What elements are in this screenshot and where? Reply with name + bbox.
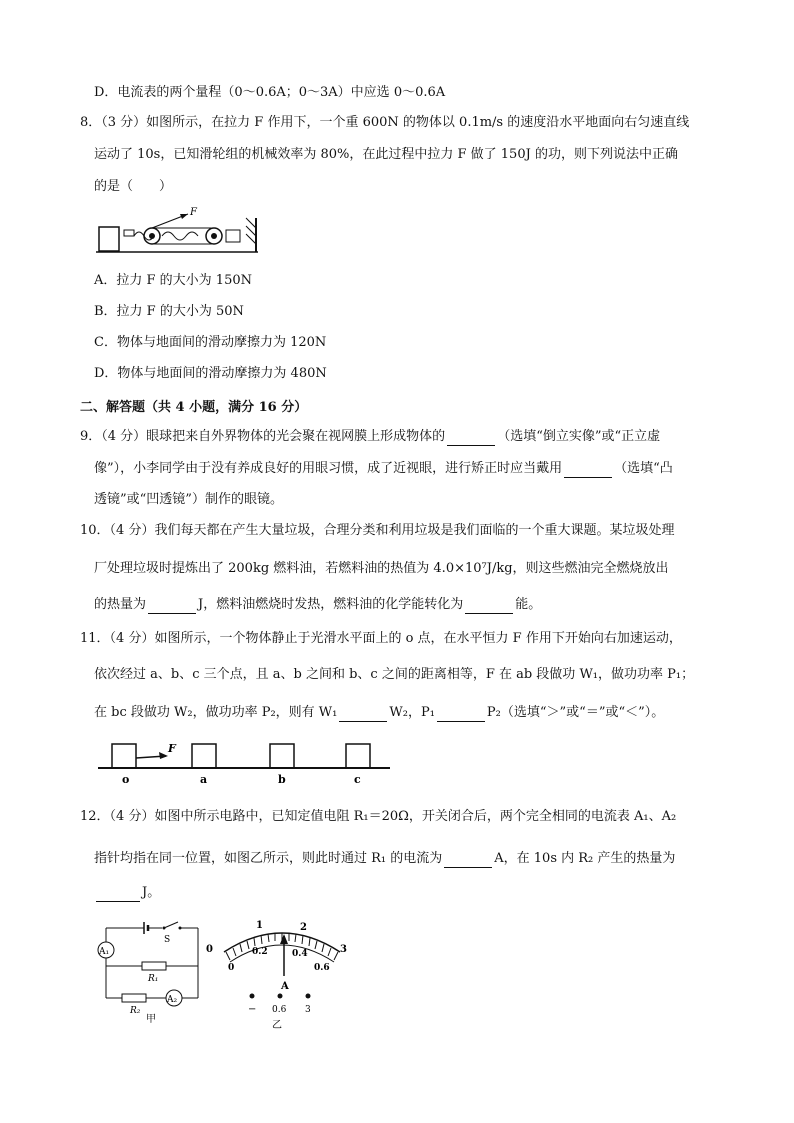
q8-option-d: D．物体与地面间的滑动摩擦力为 480N [94,366,327,381]
ammeter-a2-label: A₂ [167,995,178,1005]
q8-option-a: A．拉力 F 的大小为 150N [94,273,252,288]
q9-line1-text-a: 9．（4 分）眼球把来自外界物体的光会聚在视网膜上形成物体的 [80,429,446,444]
q9-blank-2[interactable] [564,464,612,478]
q10-line3-text-a: 的热量为 [94,597,147,612]
q8-option-c: C．物体与地面间的滑动摩擦力为 120N [94,335,327,350]
q11-blank-2[interactable] [437,708,485,722]
switch-label: S [164,935,171,945]
q11-label-o: o [122,773,130,786]
q11-blank-1[interactable] [339,708,387,722]
q11-line1: 11．（4 分）如图所示，一个物体静止于光滑水平面上的 o 点，在水平恒力 F 作用下开始向右加速运动， [80,631,682,646]
q10-line3-text-c: 能。 [515,597,542,612]
q10-line2: 厂处理垃圾时提炼出了 200kg 燃料油，若燃料油的热值为 4.0×10⁷J/kg，则这些燃油完全燃烧放出 [94,561,669,576]
q9-line1 [80,428,660,446]
meter-lower-tick-1: 0.2 [252,947,268,957]
meter-lower-tick-3: 0.6 [314,963,330,973]
meter-terminal-neg: − [248,1004,257,1015]
meter-unit: A [281,981,289,992]
meter-upper-tick-3: 3 [340,944,347,955]
q9-line2 [94,460,673,478]
q11-line3 [94,704,664,722]
meter-terminal-06: 0.6 [272,1005,287,1015]
q7-option-d: D．电流表的两个量程（0～0.6A；0～3A）中应选 0～0.6A [94,85,446,100]
q10-line3-text-b: J，燃料油燃烧时发热，燃料油的化学能转化为 [198,597,464,612]
q10-line1: 10．（4 分）我们每天都在产生大量垃圾，合理分类和利用垃圾是我们面临的一个重大课题。某垃圾处理 [80,523,675,538]
q10-blank-1[interactable] [148,600,196,614]
meter-terminal-3: 3 [305,1005,311,1015]
q11-line3-text-c: P₂（选填“＞”或“＝”或“＜”）。 [486,705,665,720]
q11-motion-figure [96,736,396,786]
section2-title: 二、解答题（共 4 小题，满分 16 分） [80,400,308,415]
q11-line3-text-a: 在 bc 段做功 W₂，做功功率 P₂，则有 W₁ [94,705,338,720]
meter-caption: 乙 [272,1020,282,1031]
q11-line3-text-b: W₂，P₁ [389,705,435,720]
q11-line2: 依次经过 a、b、c 三个点，且 a、b 之间和 b、c 之间的距离相等，F 在 ab 段做功 W₁，做功功率 P₁； [94,667,695,682]
resistor-r2-label: R₂ [130,1006,141,1016]
circuit-caption: 甲 [146,1014,156,1025]
meter-lower-tick-2: 0.4 [292,949,308,959]
q12-blank-1[interactable] [444,854,492,868]
q9-line2-text-a: 像”），小李同学由于没有养成良好的用眼习惯，成了近视眼，进行矫正时应当戴用 [94,461,563,476]
q9-line3: 透镜”或“凹透镜”）制作的眼镜。 [94,492,283,507]
q11-label-a: a [200,773,208,786]
q10-line3 [94,596,541,614]
q12-line3-text: J。 [142,885,161,900]
q11-label-b: b [278,773,286,786]
q8-pulley-figure [96,206,268,256]
q12-meter-figure [200,914,360,1036]
q12-circuit-figure [94,918,206,1028]
q9-line2-text-b: （选填“凸 [614,461,673,476]
meter-upper-tick-2: 2 [300,922,307,933]
q8-stem-line2: 运动了 10s，已知滑轮组的机械效率为 80%，在此过程中拉力 F 做了 150J 的功，则下列说法中正确 [94,147,678,162]
q8-force-label: F [190,207,197,218]
ammeter-a1-label: A₁ [99,947,110,957]
q10-blank-2[interactable] [465,600,513,614]
q12-line3 [94,884,160,902]
q8-stem-line1: 8．（3 分）如图所示，在拉力 F 作用下，一个重 600N 的物体以 0.1m/s 的速度沿水平地面向右匀速直线 [80,115,690,130]
q8-stem-line3: 的是（ ） [94,179,173,194]
meter-upper-tick-1: 1 [256,920,263,931]
q12-line2-text-b: A，在 10s 内 R₂ 产生的热量为 [494,851,676,866]
q11-force-label: F [168,742,176,755]
q12-blank-2[interactable] [96,888,140,902]
q12-line2-text-a: 指针均指在同一位置，如图乙所示，则此时通过 R₁ 的电流为 [94,851,443,866]
q9-blank-1[interactable] [447,432,495,446]
q9-line1-text-b: （选填“倒立实像”或“正立虚 [497,429,661,444]
q11-label-c: c [354,773,361,786]
meter-upper-tick-0: 0 [206,944,213,955]
resistor-r1-label: R₁ [148,974,159,984]
q12-line1: 12．（4 分）如图中所示电路中，已知定值电阻 R₁＝20Ω，开关闭合后，两个完全相同的电流表 A₁、A₂ [80,809,677,824]
meter-lower-tick-0: 0 [228,963,235,973]
q8-option-b: B．拉力 F 的大小为 50N [94,304,244,319]
q12-line2 [94,850,675,868]
